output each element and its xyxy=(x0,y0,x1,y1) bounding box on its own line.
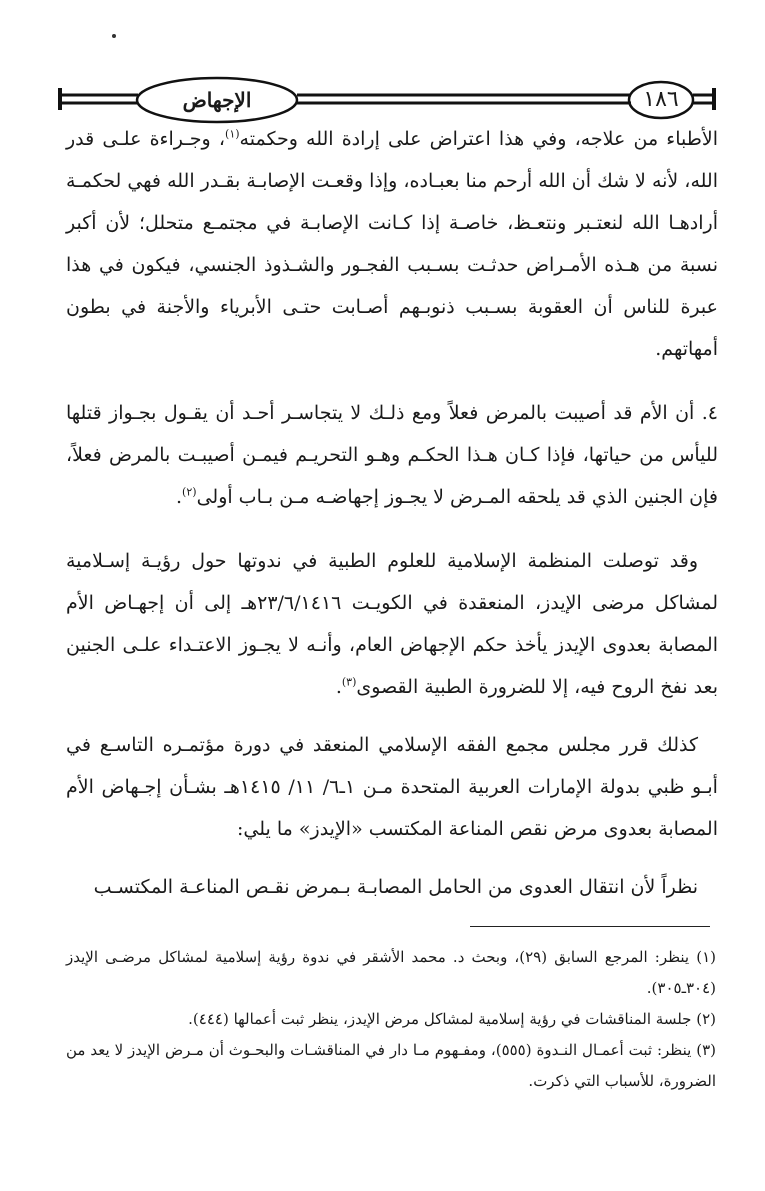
paragraph-continuation xyxy=(66,118,718,370)
footnote-3: (٣) ينظر: ثبت أعمـال النـدوة (٥٥٥)، ومفـهوم مـا دار في المناقشـات والبحـوث أن مـرض الإيدز لا يعد من الضرورة، للأسباب التي ذكرت. xyxy=(66,1041,716,1090)
punctuation: . xyxy=(335,676,342,698)
main-text xyxy=(66,118,718,908)
paragraph-text: الأطباء من علاجه، وفي هذا اعتراض على إرادة الله وحكمته xyxy=(239,128,718,150)
paragraph-text: ، وجـراءة علـى قدر الله، لأنه لا شك أن الله أرحم منا بعبـاده، وإذا وقعـت الإصابـة بقـدر الله فهي لحكمـة أرادهـا الله لنعتـبر ونتعـظ، خاصـة إذا كـانت الإصابـة في مجتمـع متحلل؛ لأن أكبر نسبة من هـذه الأمـراض حدثـت بسـبب الفجـور والشـذوذ الجنسي، فيكون في هذا عبرة للناس أن العقوبة بسـبب ذنوبـهم أصـابت حتـى الأبرياء والأجنة في بطون أمهاتهم. xyxy=(66,128,718,360)
footnote-ref-1: (١) xyxy=(225,127,240,141)
footnote-separator xyxy=(470,926,710,927)
footnote-1: (١) ينظر: المرجع السابق (٢٩)، وبحث د. محمد الأشقر في ندوة رؤية إسلامية لمشاكل مرضـى الإيدز (٣٠٤ـ٣٠٥). xyxy=(66,948,716,997)
list-item-text: ٤. أن الأم قد أصيبت بالمرض فعلاً ومع ذلـك لا يتجاسـر أحـد أن يقـول بجـواز قتلها لليأس من حياتها، فإذا كـان هـذا الحكـم وهـو التحريـم فيمـن أصيبـت بالمرض فعلاً، فإن الجنين الذي قد يلحقه المـرض لا يجـوز إجهاضـه مـن بـاب أولى xyxy=(66,402,718,508)
page-number: ١٨٦ xyxy=(643,87,679,112)
chapter-title: الإجهاض xyxy=(182,88,252,112)
paragraph-text: وقد توصلت المنظمة الإسلامية للعلوم الطبية في ندوتها حول رؤيـة إسـلامية لمشاكل مرضى الإيدز، المنعقدة في الكويـت ٢٣/٦/١٤١٦هـ إلى أن إجهـاض الأم المصابة بعدوى الإيدز يأخذ حكم الإجهاض العام، وأنـه لا يجـوز الاعتـداء علـى الجنين بعد نفخ الروح فيه، إلا للضرورة الطبية القصوى xyxy=(66,550,719,698)
footnote-ref-3: (٣) xyxy=(341,675,357,689)
paragraph-conference xyxy=(66,540,718,708)
punctuation: . xyxy=(176,486,183,508)
paragraph-ruling: نظراً لأن انتقال العدوى من الحامل المصابـة بـمرض نقـص المناعـة المكتسـب xyxy=(93,876,698,898)
list-item-4 xyxy=(66,392,718,518)
paragraph-fiqh-council: كذلك قرر مجلس مجمع الفقه الإسلامي المنعقد في دورة مؤتمـره التاسـع في أبـو ظبي بدولة الإمارات العربية المتحدة مـن ١ـ٦/ ١١/ ١٤١٥هـ بشـأن إجـهاض الأم المصابة بعدوى مرض نقص المناعة المكتسب «الإيدز» ما يلي: xyxy=(66,734,718,840)
ink-dot xyxy=(112,34,116,38)
footnotes xyxy=(66,942,716,1097)
footnote-ref-2: (٢) xyxy=(182,485,197,499)
footnote-2: (٢) جلسة المناقشات في رؤية إسلامية لمشاكل مرض الإيدز، ينظر ثبت أعمالها (٤٤٤). xyxy=(188,1010,716,1028)
